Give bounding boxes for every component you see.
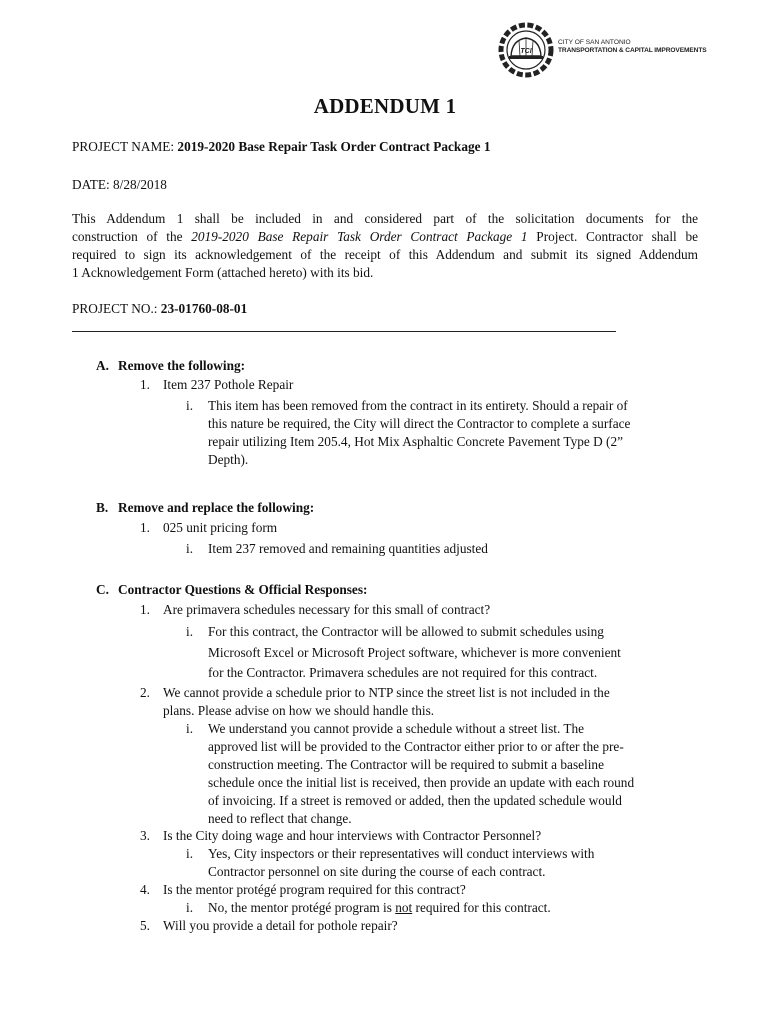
question-5: 5. Will you provide a detail for pothole repair?	[140, 918, 398, 933]
question-2: 2. We cannot provide a schedule prior to NTP since the street list is not included in the plans. Please advise on how we should handle this.	[140, 685, 610, 718]
section-c-heading: C. Contractor Questions & Official Responses:	[96, 582, 368, 597]
project-name-label: PROJECT NAME:	[72, 139, 175, 154]
response-3: i. Yes, City inspectors or their representatives will conduct interviews with Contractor personnel on site during the course of each contract.	[186, 846, 595, 879]
section-a-item-1: 1. Item 237 Pothole Repair	[140, 377, 294, 392]
date-label: DATE:	[72, 177, 110, 192]
project-name-line	[72, 138, 491, 156]
intro-project-italic: 2019-2020 Base Repair Task Order Contract Package 1	[191, 229, 528, 244]
project-number-label: PROJECT NO.:	[72, 301, 158, 316]
project-number-value: 23-01760-08-01	[160, 301, 248, 316]
intro-line-3: required to sign its acknowledgement of the receipt of this Addendum and submit its signed Addendum	[72, 247, 698, 262]
section-b-item-1: 1. 025 unit pricing form	[140, 520, 278, 535]
project-name-value: 2019-2020 Base Repair Task Order Contract Package 1	[177, 139, 491, 154]
logo-text	[558, 39, 707, 55]
intro-line-4: 1 Acknowledgement Form (attached hereto) with its bid.	[72, 265, 374, 280]
city-logo	[498, 22, 708, 78]
divider-rule	[72, 331, 616, 332]
date-line	[72, 176, 167, 194]
question-1: 1. Are primavera schedules necessary for this small of contract?	[140, 602, 491, 617]
logo-line-city: CITY OF SAN ANTONIO	[558, 39, 631, 46]
intro-line-2: construction of the 2019-2020 Base Repair Task Order Contract Package 1 Project. Contractor shall be	[72, 229, 698, 244]
underlined-not: not	[395, 900, 413, 915]
section-b-heading: B. Remove and replace the following:	[96, 500, 315, 515]
response-4: i. No, the mentor protégé program is not required for this contract.	[186, 900, 551, 915]
date-value: 8/28/2018	[113, 177, 167, 192]
question-4: 4. Is the mentor protégé program required for this contract?	[140, 882, 466, 897]
tci-hardhat-logo-icon	[498, 22, 554, 78]
response-1: i. For this contract, the Contractor will be allowed to submit schedules using Microsoft Excel or Microsoft Project software, whichever is more convenient for the Contractor. Primavera schedules are not required for this contract.	[186, 624, 621, 680]
intro-paragraph	[72, 210, 698, 282]
project-number-line	[72, 300, 247, 318]
response-2: i. We understand you cannot provide a schedule without a street list. The approved list will be provided to the Contractor either prior to or after the pre- construction meeting. The Contractor will be required to submit a baseline schedule once the initial list is received, then provide an update with each round of invoicing. If a street is removed or added, then the updated schedule would need to reflect that change.	[186, 721, 635, 826]
section-a-heading: A. Remove the following:	[96, 358, 246, 373]
intro-line-1: This Addendum 1 shall be included in and considered part of the solicitation documents for the	[72, 211, 698, 226]
section-a-item-1-i: i. This item has been removed from the contract in its entirety. Should a repair of this nature be required, the City will direct the Contractor to complete a surface repair utilizing Item 205.4, Hot Mix Asphaltic Concrete Pavement Type D (2” Depth).	[186, 398, 631, 467]
question-3: 3. Is the City doing wage and hour interviews with Contractor Personnel?	[140, 828, 542, 843]
section-b-item-1-i: i. Item 237 removed and remaining quantities adjusted	[186, 541, 488, 556]
document-title: ADDENDUM 1	[313, 94, 457, 118]
logo-line-department: TRANSPORTATION & CAPITAL IMPROVEMENTS	[558, 47, 707, 54]
svg-text:TCI: TCI	[520, 48, 532, 55]
